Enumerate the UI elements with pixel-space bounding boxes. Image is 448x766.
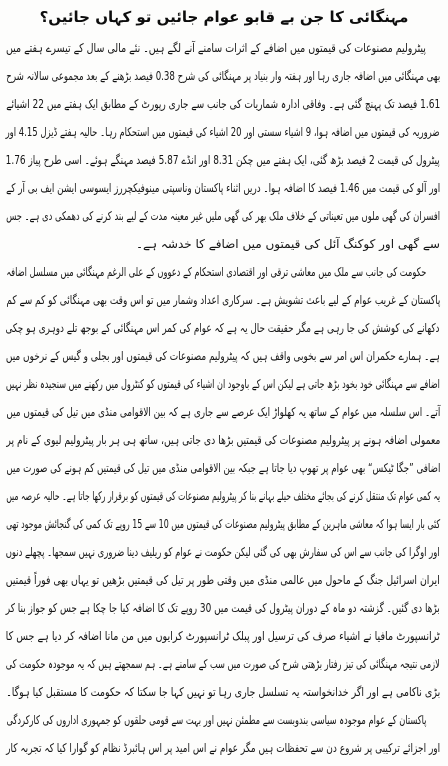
article-line-text: ہے۔ ہمارے حکمران اس امر سے بخوبی واقف ہیں کہ پیٹرولیم مصنوعات کی قیمتوں اور بجلی و گیس کے نرخوں میں (5, 349, 440, 363)
article-paragraph (0, 34, 448, 258)
article-title (0, 0, 448, 34)
article-line (0, 370, 448, 398)
article-line-text: اور اوگرا کی جانب سے اس کی سفارش بھی کی گئی لیکن حکومت نے عوام کو ریلیف دینا ضروری نہیں سمجھا۔ پچھلے دنوں (6, 545, 440, 559)
article-line-text: کئی بار ایسا ہوا کہ معاشی ماہرین کے مطابق پیٹرولیم مصنوعات کی قیمتوں میں 10 سے 15 روپے تک کمی کی گنجائش موجود تھی (6, 517, 440, 531)
article-line (0, 258, 448, 286)
article-line (0, 454, 448, 482)
article-line (0, 594, 448, 622)
article-line-text: ضروریہ کی قیمتوں میں اضافہ ہوا، 9 اشیاء سستی اور 20 اشیاء کی قیمتوں میں استحکام رہا۔ حالیہ ہفتے ڈیزل 4.15 اور (6, 125, 440, 139)
article-line-text: اور آلو کی قیمت میں 1.46 فیصد کا اضافہ ہوا۔ دریں اثناء پاکستان وناسپتی مینوفیکچررز ایسوسی ایشن ایف بی آر کے (6, 181, 440, 195)
article-line-text: اضافی ”جگا ٹیکس“ بھی عوام پر تھوپ دیا جاتا ہے جبکہ بین الاقوامی منڈی میں تیل کی قیمتیں کم ہونے کی صورت میں (6, 461, 440, 475)
article-line (0, 118, 448, 146)
article-line (0, 146, 448, 174)
article-line (0, 202, 448, 230)
article-line-text: ایران اسرائیل جنگ کے ماحول میں عالمی منڈی میں وقتی طور پر تیل کی قیمتیں بڑھیں تو یہاں بھی فوراً قیمتیں (6, 573, 440, 587)
article-line-text: بڑی ناکامی ہے اور اگر خدانخواستہ یہ تسلسل جاری رہا تو نہیں کہا جا سکتا کہ حکومت کا مستقبل کیا ہوگا۔ (6, 685, 440, 699)
article-line (0, 426, 448, 454)
article-line-text: سے گھی اور کوکنگ آئل کی قیمتوں میں اضافے کا خدشہ ہے۔ (135, 237, 440, 251)
article-line-text: پاکستان کے غریب عوام کے لیے باعث تشویش ہے۔ سرکاری اعداد وشمار میں تو اس وقت بھی مہنگائی کو کم سے کم (6, 293, 440, 307)
article-line-text: اور اجزائے ترکیبی پر شروع دن سے تحفظات ہیں مگر عوام نے اس امید پر اس ہائبرڈ نظام کو گوارا کیا کہ تجربہ کار (6, 741, 440, 755)
article-line (0, 650, 448, 678)
article-line (0, 538, 448, 566)
article-line (0, 62, 448, 90)
article-line (0, 34, 448, 62)
article-line-text: پیٹرول کی قیمت 2 فیصد بڑھ گئی، ایک ہفتے میں چکن 8.31 اور انڈے 5.87 فیصد مہنگے ہوئے۔ اسی طرح پیاز 1.76 (6, 153, 440, 167)
article-line (0, 706, 448, 734)
article-paragraph (0, 258, 448, 706)
article-line-text: بڑھا دی گئیں۔ گزشتہ دو ماہ کے دوران پیٹرول کی قیمت میں 30 روپے تک کا اضافہ کیا جا چکا ہے جس کو جواز بنا کر (6, 601, 440, 615)
article-line-text: ٹرانسپورٹ مافیا نے اشیاء صرف کی ترسیل اور پبلک ٹرانسپورٹ کرایوں میں من مانا اضافہ کر دیا ہے جس کا (6, 629, 440, 643)
article-line-text: حکومت کی جانب سے ملک میں معاشی ترقی اور اقتصادی استحکام کے دعووں کے علی الرغم مہنگائی میں مسلسل اضافہ (6, 265, 426, 279)
article-line-text: پاکستان کے عوام موجودہ سیاسی بندوبست سے مطمئن نہیں اور بہت سے قومی حلقوں کو جمہوری اداروں کی کارکردگی (5, 713, 426, 727)
article-line (0, 90, 448, 118)
article-line-text: دکھانے کی کوشش کی جا رہی ہے مگر حقیقت حال یہ ہے کہ عوام کی کمر اس مہنگائی کے بوجھ تلے دوہری ہو چکی (5, 321, 440, 335)
article-line (0, 566, 448, 594)
article-line-text: 1.61 فیصد تک پہنچ گئی ہے۔ وفاقی ادارہ شماریات کی جانب سے جاری رپورٹ کے مطابق ایک ہفتے میں 22 اشیائے (6, 97, 440, 111)
article-line (0, 342, 448, 370)
article-line (0, 286, 448, 314)
article-line (0, 678, 448, 706)
article-line (0, 734, 448, 762)
article-line (0, 510, 448, 538)
article-line-text: پیٹرولیم مصنوعات کی قیمتوں میں اضافے کے اثرات سامنے آنے لگے ہیں۔ نئے مالی سال کے تیسرے ہفتے میں (6, 41, 426, 55)
article-line-text: معمولی اضافہ ہونے پر پیٹرولیم مصنوعات کی قیمتیں بڑھا دی جاتی ہیں، ساتھ ہی ہر بار پیٹرولیم لیوی کے نام پر (6, 433, 440, 447)
article-line (0, 398, 448, 426)
article-line (0, 482, 448, 510)
article-line (0, 230, 448, 258)
article-paragraph (0, 706, 448, 762)
article-line-text: آتے۔ اس سلسلہ میں عوام کے ساتھ یہ کھلواڑ ایک عرصے سے جاری ہے کہ بین الاقوامی منڈی میں تیل کی قیمتوں میں (6, 405, 440, 419)
article-line-text: بھی مہنگائی میں اضافہ جاری رہا اور ہفتہ وار بنیاد پر مہنگائی کی شرح 0.38 فیصد بڑھنے کے بعد مجموعی سالانہ شرح (6, 69, 440, 83)
article-line-text: یہ کمی عوام تک منتقل کرنے کی بجائے مختلف حیلے بہانے بنا کر پیٹرولیم مصنوعات کی قیمتوں کو برقرار رکھا جاتا ہے۔ حالیہ عرصہ میں (6, 489, 440, 503)
article-line-text: افسران کی گھی ملوں میں تعیناتی کے خلاف ملک بھر کی گھی ملیں غیر معینہ مدت کے لیے بند کرنے کی دھمکی دی ہے۔ جس (6, 209, 440, 223)
article-line-text: اضافے سے مہنگائی خود بخود بڑھ جاتی ہے لیکن اس کے باوجود ان اشیاء کی قیمتوں کو کنٹرول میں رکھنے میں سنجیدہ نظر نہیں (6, 377, 440, 391)
article-line (0, 314, 448, 342)
article-line (0, 622, 448, 650)
article-line-text: لازمی نتیجہ مہنگائی کی تیز رفتار بڑھتی شرح کی صورت میں سب کے سامنے ہے۔ ہم سمجھتے ہیں کہ یہ موجودہ حکومت کی (6, 657, 440, 671)
article-line (0, 174, 448, 202)
article-title-text: مہنگائی کا جن بے قابو عوام جائیں تو کہاں جائیں؟ (39, 8, 409, 26)
